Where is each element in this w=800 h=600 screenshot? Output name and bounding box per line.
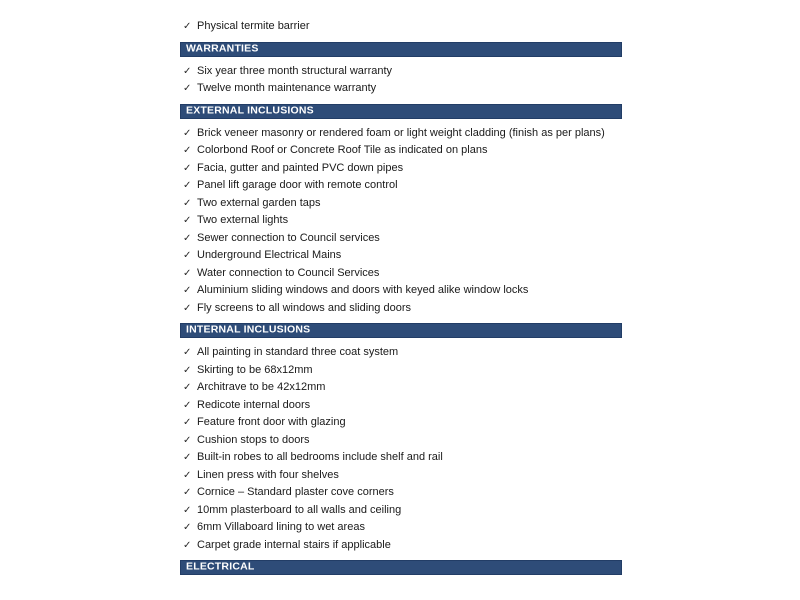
checkmark-icon: ✓ — [183, 65, 192, 77]
list-item — [180, 18, 622, 36]
list-item — [180, 344, 622, 362]
section-header-bar — [180, 42, 622, 57]
checkmark-icon: ✓ — [183, 382, 192, 393]
list-item — [180, 282, 622, 300]
checkmark-icon: ✓ — [183, 232, 192, 244]
document-content — [180, 12, 622, 575]
checkmark-icon: ✓ — [183, 522, 192, 533]
section-header-bar — [180, 323, 622, 338]
item-text: Linen press with four shelves — [197, 468, 339, 481]
checkmark-icon: ✓ — [183, 162, 192, 174]
list-item — [180, 362, 622, 380]
list-item — [180, 432, 622, 450]
item-text: Cushion stops to doors — [197, 433, 310, 446]
list-item — [180, 537, 622, 555]
item-text: Fly screens to all windows and sliding doors — [197, 301, 411, 314]
item-text: Colorbond Roof or Concrete Roof Tile as indicated on plans — [197, 144, 488, 156]
list-item — [180, 414, 622, 432]
item-text: Facia, gutter and painted PVC down pipes — [197, 161, 404, 174]
checkmark-icon: ✓ — [183, 504, 192, 516]
item-text: Skirting to be 68x12mm — [197, 363, 313, 376]
checkmark-icon: ✓ — [183, 539, 192, 551]
item-text: Redicote internal doors — [197, 398, 311, 411]
item-text: All painting in standard three coat system — [197, 346, 399, 358]
checkmark-icon: ✓ — [183, 83, 192, 94]
checkmark-icon: ✓ — [183, 487, 192, 498]
checkmark-icon: ✓ — [183, 434, 192, 446]
checkmark-icon: ✓ — [183, 302, 192, 314]
checkmark-icon: ✓ — [183, 347, 192, 358]
list-item — [180, 397, 622, 415]
item-text: Physical termite barrier — [197, 20, 310, 32]
list-item — [180, 177, 622, 195]
section-item-list — [180, 344, 622, 554]
checkmark-icon: ✓ — [183, 180, 192, 191]
list-item — [180, 519, 622, 537]
item-text: 6mm Villaboard lining to wet areas — [197, 521, 365, 533]
item-text: Two external lights — [197, 214, 289, 226]
list-item — [180, 379, 622, 397]
checkmark-icon: ✓ — [183, 417, 192, 428]
section-item-list — [180, 125, 622, 318]
item-text: Built-in robes to all bedrooms include shelf and rail — [197, 451, 443, 463]
list-item — [180, 449, 622, 467]
list-item — [180, 195, 622, 213]
item-text: Carpet grade internal stairs if applicable — [197, 538, 391, 551]
checkmark-icon: ✓ — [183, 127, 192, 139]
section-title: INTERNAL INCLUSIONS — [186, 323, 311, 336]
list-item — [180, 230, 622, 248]
item-text: Water connection to Council Services — [197, 266, 380, 279]
list-item — [180, 63, 622, 81]
checkmark-icon: ✓ — [183, 399, 192, 411]
list-item — [180, 484, 622, 502]
section-title: WARRANTIES — [186, 42, 259, 55]
section-electrical — [180, 560, 622, 575]
list-item — [180, 265, 622, 283]
list-item — [180, 80, 622, 98]
section-warranties — [180, 42, 622, 98]
item-text: Aluminium sliding windows and doors with keyed alike window locks — [197, 284, 529, 296]
item-text: Architrave to be 42x12mm — [197, 381, 326, 393]
checkmark-icon: ✓ — [183, 145, 192, 156]
item-text: Two external garden taps — [197, 196, 321, 209]
section-item-list — [180, 18, 622, 36]
item-text: 10mm plasterboard to all walls and ceiling — [197, 503, 402, 516]
section-internal-inclusions — [180, 323, 622, 554]
section-item-list — [180, 63, 622, 98]
checkmark-icon: ✓ — [183, 250, 192, 261]
list-item — [180, 212, 622, 230]
item-text: Brick veneer masonry or rendered foam or light weight cladding (finish as per plans) — [197, 126, 605, 139]
list-item — [180, 142, 622, 160]
checkmark-icon: ✓ — [183, 469, 192, 481]
section-title: EXTERNAL INCLUSIONS — [186, 104, 314, 117]
section-external-inclusions — [180, 104, 622, 318]
checkmark-icon: ✓ — [183, 452, 192, 463]
item-text: Sewer connection to Council services — [197, 231, 380, 244]
checkmark-icon: ✓ — [183, 21, 192, 32]
checkmark-icon: ✓ — [183, 267, 192, 279]
list-item — [180, 467, 622, 485]
section-header-bar — [180, 104, 622, 119]
item-text: Twelve month maintenance warranty — [197, 82, 377, 94]
item-text: Cornice – Standard plaster cove corners — [197, 486, 394, 498]
checkmark-icon: ✓ — [183, 197, 192, 209]
list-item — [180, 502, 622, 520]
list-item — [180, 125, 622, 143]
item-text: Panel lift garage door with remote control — [197, 179, 398, 191]
item-text: Feature front door with glazing — [197, 416, 346, 428]
checkmark-icon: ✓ — [183, 285, 192, 296]
checkmark-icon: ✓ — [183, 364, 192, 376]
checkmark-icon: ✓ — [183, 215, 192, 226]
section-header-bar — [180, 560, 622, 575]
item-text: Six year three month structural warranty — [197, 64, 393, 77]
list-item — [180, 160, 622, 178]
section-title: ELECTRICAL — [186, 560, 255, 573]
list-item — [180, 247, 622, 265]
list-item — [180, 300, 622, 318]
item-text: Underground Electrical Mains — [197, 249, 342, 261]
